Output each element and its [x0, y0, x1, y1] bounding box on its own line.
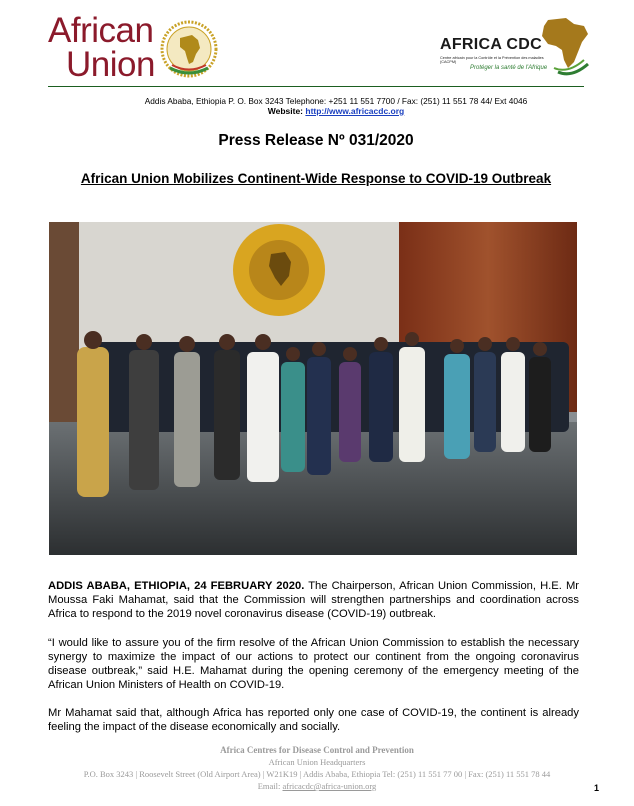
footer-email-line [20, 781, 614, 792]
footer-address: P.O. Box 3243 | Roosevelt Street (Old Airport Area) | W21K19 | Addis Ababa, Ethiopia Tel: (251) 11 551 77 00 | Fax: (251) 11 551 78 44 [83, 769, 551, 779]
paragraph-1-text: The Chairperson, African Union Commission, H.E. Mr Moussa Faki Mahamat, said that the Commission will strengthen partnerships and coordination across Africa to respond to the 2019 novel coronavirus disease (COVID-19) outbreak. [48, 580, 579, 620]
dateline: ADDIS ABABA, ETHIOPIA, 24 FEBRUARY 2020. [48, 580, 305, 592]
africa-map-icon [528, 14, 598, 78]
page-number: 1 [594, 783, 600, 793]
headline: African Union Mobilizes Continent-Wide Response to COVID-19 Outbreak [80, 171, 552, 186]
website-line [96, 106, 576, 117]
paragraph-1 [48, 579, 579, 621]
group-photo [49, 222, 577, 555]
contact-address: Addis Ababa, Ethiopia P. O. Box 3243 Telephone: +251 11 551 7700 / Fax: (251) 11 551 78 44/ Ext 4046 [144, 96, 528, 106]
footer-hq: African Union Headquarters [268, 757, 366, 767]
cdc-title: AFRICA CDC [440, 36, 542, 53]
press-release-number: Press Release Nº 031/2020 [218, 132, 414, 149]
footer-email-label: Email: [257, 781, 283, 791]
au-emblem-icon [158, 18, 220, 80]
au-logo-line1: African [48, 11, 154, 50]
au-logo-line2: Union [66, 45, 155, 84]
paragraph-2: “I would like to assure you of the firm resolve of the African Union Commission to establish the necessary synergy to maximize the impact of our actions to protect our continent from the ongoing coronavirus disease outbreak,” said H.E. Mahamat during the opening ceremony of the emergency meeting of the African Union Ministers of Health on COVID-19. [48, 637, 579, 691]
footer-email-link[interactable]: africacdc@africa-union.org [282, 781, 377, 791]
cdc-tagline: Protéger la santé de l'Afrique [470, 65, 548, 71]
paragraph-3: Mr Mahamat said that, although Africa has reported only one case of COVID-19, the continent is already feeling the impact of the disease economically and socially. [48, 707, 579, 733]
website-link[interactable]: http://www.africacdc.org [305, 106, 405, 116]
website-label: Website: [267, 106, 306, 116]
au-logo-text [48, 11, 155, 84]
footer-org: Africa Centres for Disease Control and Prevention [220, 745, 414, 755]
header-divider [48, 86, 584, 87]
cdc-subtitle: Centre africain pour la Contrôle et la Prévention des maladies (CACPM) [440, 56, 544, 64]
